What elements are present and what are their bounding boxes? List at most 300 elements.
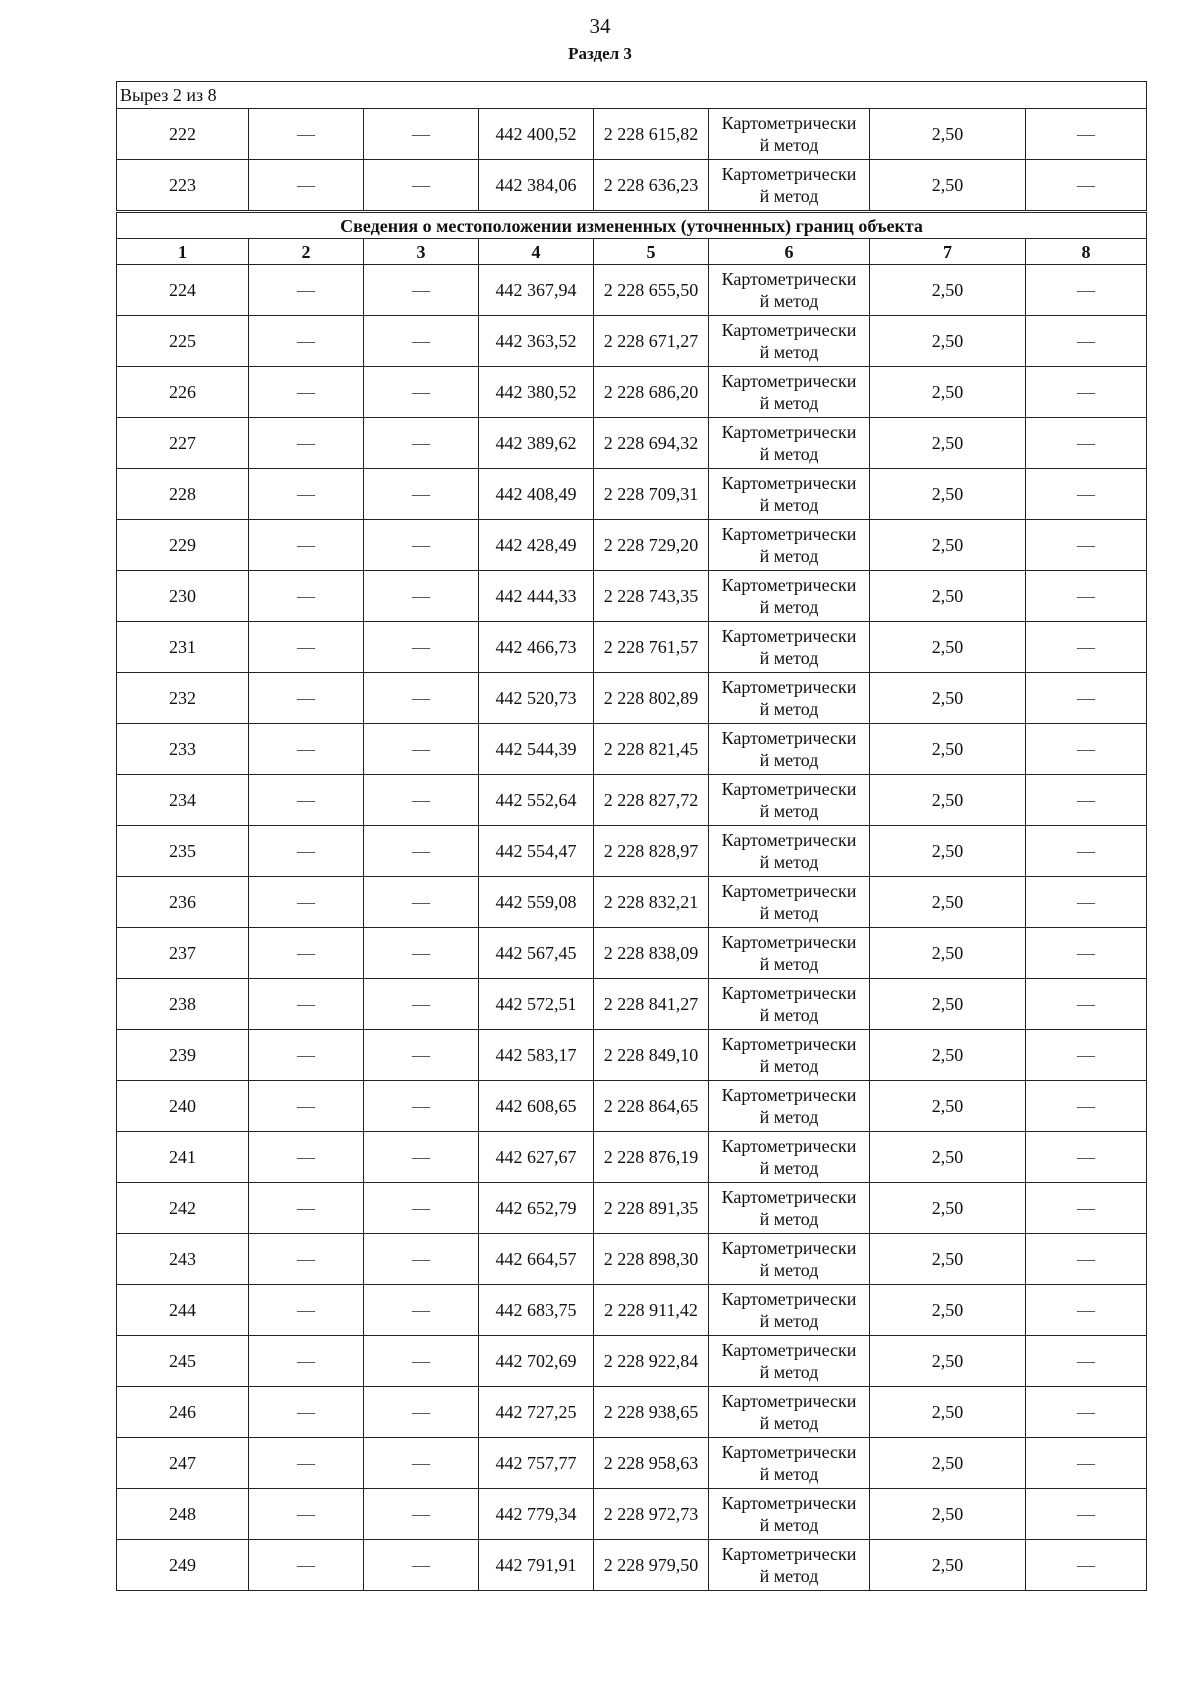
point-number: 249 [117,1540,249,1591]
coord-y: 2 228 876,19 [594,1132,709,1183]
dash-cell: — [1026,1285,1147,1336]
method-line-1: Картометрически [721,575,857,595]
coord-x: 442 389,62 [479,418,594,469]
dash-cell: — [1026,109,1147,160]
dash-cell: — [364,775,479,826]
point-number: 244 [117,1285,249,1336]
dash-cell: — [364,673,479,724]
dash-cell: — [249,673,364,724]
method-line-1: Картометрически [721,1085,857,1105]
point-number: 223 [117,160,249,212]
coord-y: 2 228 979,50 [594,1540,709,1591]
coord-x: 442 466,73 [479,622,594,673]
dash-cell: — [364,1540,479,1591]
dash-cell: — [1026,520,1147,571]
method-line-1: Картометрически [721,113,857,133]
method-line-1: Картометрически [721,881,857,901]
point-number: 227 [117,418,249,469]
method-cell [709,928,870,979]
point-number: 233 [117,724,249,775]
dash-cell: — [1026,1540,1147,1591]
method-cell [709,571,870,622]
method-line-2: й метод [759,1464,819,1484]
method-line-1: Картометрически [721,1034,857,1054]
dash-cell: — [364,877,479,928]
coord-y: 2 228 972,73 [594,1489,709,1540]
table-row [117,673,1147,724]
point-number: 242 [117,1183,249,1234]
dash-cell: — [1026,571,1147,622]
coord-x: 442 608,65 [479,1081,594,1132]
point-number: 243 [117,1234,249,1285]
coord-x: 442 583,17 [479,1030,594,1081]
accuracy-cell: 2,50 [870,1387,1026,1438]
method-line-1: Картометрически [721,164,857,184]
dash-cell: — [364,928,479,979]
method-cell [709,1489,870,1540]
coord-y: 2 228 694,32 [594,418,709,469]
dash-cell: — [1026,160,1147,212]
table-row [117,571,1147,622]
point-number: 225 [117,316,249,367]
method-line-2: й метод [759,648,819,668]
accuracy-cell: 2,50 [870,367,1026,418]
accuracy-cell: 2,50 [870,1285,1026,1336]
coord-x: 442 428,49 [479,520,594,571]
dash-cell: — [249,109,364,160]
method-line-1: Картометрически [721,830,857,850]
coord-x: 442 791,91 [479,1540,594,1591]
point-number: 238 [117,979,249,1030]
method-cell [709,877,870,928]
coord-x: 442 384,06 [479,160,594,212]
coord-y: 2 228 958,63 [594,1438,709,1489]
table-row [117,928,1147,979]
method-cell [709,1336,870,1387]
coord-x: 442 652,79 [479,1183,594,1234]
accuracy-cell: 2,50 [870,1438,1026,1489]
method-line-2: й метод [759,342,819,362]
method-cell [709,160,870,212]
dash-cell: — [1026,775,1147,826]
table-row [117,1081,1147,1132]
table-row [117,1540,1147,1591]
column-number: 7 [870,239,1026,265]
method-line-2: й метод [759,954,819,974]
coord-x: 442 572,51 [479,979,594,1030]
accuracy-cell: 2,50 [870,1081,1026,1132]
dash-cell: — [364,367,479,418]
method-cell [709,418,870,469]
method-cell [709,1438,870,1489]
dash-cell: — [249,418,364,469]
accuracy-cell: 2,50 [870,316,1026,367]
table-row [117,1438,1147,1489]
table-row [117,826,1147,877]
dash-cell: — [249,1081,364,1132]
coord-x: 442 683,75 [479,1285,594,1336]
dash-cell: — [364,1489,479,1540]
dash-cell: — [1026,724,1147,775]
table-row [117,622,1147,673]
dash-cell: — [1026,1438,1147,1489]
table-row [117,469,1147,520]
method-line-2: й метод [759,1362,819,1382]
coord-y: 2 228 841,27 [594,979,709,1030]
method-line-1: Картометрически [721,677,857,697]
dash-cell: — [249,1132,364,1183]
dash-cell: — [364,571,479,622]
coord-x: 442 559,08 [479,877,594,928]
table-row [117,160,1147,212]
dash-cell: — [249,724,364,775]
table-row [117,1285,1147,1336]
dash-cell: — [1026,469,1147,520]
method-line-1: Картометрически [721,1544,857,1564]
table-row [117,1336,1147,1387]
table-row [117,1489,1147,1540]
dash-cell: — [364,1438,479,1489]
dash-cell: — [249,520,364,571]
point-number: 240 [117,1081,249,1132]
column-number: 1 [117,239,249,265]
dash-cell: — [1026,622,1147,673]
method-cell [709,1081,870,1132]
dash-cell: — [249,469,364,520]
method-line-1: Картометрически [721,1289,857,1309]
method-line-1: Картометрически [721,320,857,340]
coord-x: 442 520,73 [479,673,594,724]
accuracy-cell: 2,50 [870,1336,1026,1387]
method-line-1: Картометрически [721,524,857,544]
coord-y: 2 228 827,72 [594,775,709,826]
dash-cell: — [249,1285,364,1336]
dash-cell: — [1026,1030,1147,1081]
cut-row [117,82,1147,109]
accuracy-cell: 2,50 [870,520,1026,571]
table-row [117,877,1147,928]
method-line-1: Картометрически [721,932,857,952]
method-line-2: й метод [759,801,819,821]
method-cell [709,979,870,1030]
section-title: Раздел 3 [568,44,632,63]
method-line-2: й метод [759,393,819,413]
method-line-2: й метод [759,1260,819,1280]
coord-x: 442 664,57 [479,1234,594,1285]
method-cell [709,469,870,520]
dash-cell: — [364,1285,479,1336]
table-row [117,1030,1147,1081]
method-cell [709,520,870,571]
coord-x: 442 727,25 [479,1387,594,1438]
table-row [117,1132,1147,1183]
coord-x: 442 380,52 [479,367,594,418]
coord-x: 442 627,67 [479,1132,594,1183]
accuracy-cell: 2,50 [870,1489,1026,1540]
point-number: 236 [117,877,249,928]
accuracy-cell: 2,50 [870,979,1026,1030]
coord-y: 2 228 761,57 [594,622,709,673]
table-row [117,979,1147,1030]
accuracy-cell: 2,50 [870,1540,1026,1591]
dash-cell: — [364,265,479,316]
column-numbers-row [117,239,1147,265]
point-number: 246 [117,1387,249,1438]
method-line-2: й метод [759,444,819,464]
method-cell [709,1030,870,1081]
coord-y: 2 228 849,10 [594,1030,709,1081]
method-line-1: Картометрически [721,1136,857,1156]
coord-y: 2 228 838,09 [594,928,709,979]
point-number: 248 [117,1489,249,1540]
dash-cell: — [1026,1081,1147,1132]
accuracy-cell: 2,50 [870,418,1026,469]
method-cell [709,673,870,724]
dash-cell: — [249,367,364,418]
method-cell [709,316,870,367]
method-line-2: й метод [759,1209,819,1229]
dash-cell: — [364,469,479,520]
dash-cell: — [364,1030,479,1081]
dash-cell: — [1026,418,1147,469]
point-number: 228 [117,469,249,520]
coord-y: 2 228 938,65 [594,1387,709,1438]
point-number: 230 [117,571,249,622]
dash-cell: — [1026,1234,1147,1285]
table-row [117,367,1147,418]
dash-cell: — [249,1030,364,1081]
method-line-1: Картометрически [721,1442,857,1462]
table-row [117,1183,1147,1234]
accuracy-cell: 2,50 [870,1234,1026,1285]
accuracy-cell: 2,50 [870,673,1026,724]
method-line-1: Картометрически [721,1493,857,1513]
dash-cell: — [249,1489,364,1540]
table-row [117,1387,1147,1438]
table-row [117,724,1147,775]
method-line-2: й метод [759,903,819,923]
coord-y: 2 228 636,23 [594,160,709,212]
dash-cell: — [249,1438,364,1489]
dash-cell: — [249,826,364,877]
coord-y: 2 228 922,84 [594,1336,709,1387]
dash-cell: — [364,109,479,160]
method-line-2: й метод [759,1311,819,1331]
page-number: 34 [589,14,611,38]
method-cell [709,367,870,418]
coord-x: 442 408,49 [479,469,594,520]
dash-cell: — [249,1183,364,1234]
coordinates-table [116,81,1147,1591]
column-number: 5 [594,239,709,265]
method-cell [709,1387,870,1438]
column-number: 2 [249,239,364,265]
dash-cell: — [364,520,479,571]
point-number: 224 [117,265,249,316]
method-line-1: Картометрически [721,371,857,391]
coord-x: 442 544,39 [479,724,594,775]
point-number: 222 [117,109,249,160]
heading-row [117,212,1147,239]
point-number: 245 [117,1336,249,1387]
dash-cell: — [364,418,479,469]
method-cell [709,265,870,316]
method-cell [709,1183,870,1234]
method-line-2: й метод [759,186,819,206]
accuracy-cell: 2,50 [870,877,1026,928]
method-line-2: й метод [759,597,819,617]
method-line-1: Картометрически [721,269,857,289]
dash-cell: — [1026,1132,1147,1183]
method-line-2: й метод [759,1413,819,1433]
method-line-1: Картометрически [721,779,857,799]
dash-cell: — [364,724,479,775]
coord-y: 2 228 655,50 [594,265,709,316]
coord-y: 2 228 709,31 [594,469,709,520]
accuracy-cell: 2,50 [870,469,1026,520]
coord-x: 442 702,69 [479,1336,594,1387]
dash-cell: — [249,160,364,212]
method-line-2: й метод [759,495,819,515]
dash-cell: — [1026,1183,1147,1234]
coord-y: 2 228 802,89 [594,673,709,724]
method-line-2: й метод [759,1056,819,1076]
method-line-2: й метод [759,852,819,872]
dash-cell: — [1026,673,1147,724]
dash-cell: — [249,775,364,826]
method-line-2: й метод [759,1515,819,1535]
dash-cell: — [249,316,364,367]
coord-y: 2 228 821,45 [594,724,709,775]
method-line-1: Картометрически [721,1340,857,1360]
dash-cell: — [1026,1336,1147,1387]
dash-cell: — [364,160,479,212]
coord-x: 442 400,52 [479,109,594,160]
dash-cell: — [1026,1387,1147,1438]
method-cell [709,1540,870,1591]
coord-x: 442 363,52 [479,316,594,367]
coord-x: 442 757,77 [479,1438,594,1489]
dash-cell: — [249,1540,364,1591]
accuracy-cell: 2,50 [870,775,1026,826]
coord-y: 2 228 832,21 [594,877,709,928]
method-cell [709,109,870,160]
method-line-1: Картометрически [721,728,857,748]
table-row [117,1234,1147,1285]
dash-cell: — [249,1336,364,1387]
coord-x: 442 552,64 [479,775,594,826]
method-cell [709,1285,870,1336]
method-line-2: й метод [759,1005,819,1025]
coord-y: 2 228 828,97 [594,826,709,877]
coord-x: 442 567,45 [479,928,594,979]
accuracy-cell: 2,50 [870,265,1026,316]
method-line-2: й метод [759,750,819,770]
method-line-2: й метод [759,291,819,311]
dash-cell: — [364,1132,479,1183]
method-cell [709,1132,870,1183]
accuracy-cell: 2,50 [870,826,1026,877]
table-row [117,418,1147,469]
accuracy-cell: 2,50 [870,928,1026,979]
dash-cell: — [249,928,364,979]
method-cell [709,775,870,826]
point-number: 241 [117,1132,249,1183]
method-cell [709,724,870,775]
table-row [117,520,1147,571]
dash-cell: — [364,979,479,1030]
method-line-1: Картометрически [721,422,857,442]
coord-y: 2 228 729,20 [594,520,709,571]
dash-cell: — [1026,1489,1147,1540]
dash-cell: — [364,1183,479,1234]
dash-cell: — [364,1081,479,1132]
dash-cell: — [1026,367,1147,418]
dash-cell: — [249,1387,364,1438]
dash-cell: — [249,1234,364,1285]
coord-y: 2 228 671,27 [594,316,709,367]
accuracy-cell: 2,50 [870,571,1026,622]
table-heading: Сведения о местоположении измененных (уточненных) границ объекта [117,212,1147,239]
table-row [117,316,1147,367]
method-line-1: Картометрически [721,473,857,493]
method-line-2: й метод [759,546,819,566]
coord-y: 2 228 891,35 [594,1183,709,1234]
method-line-2: й метод [759,1566,819,1586]
dash-cell: — [1026,979,1147,1030]
method-line-1: Картометрически [721,626,857,646]
method-line-1: Картометрически [721,1391,857,1411]
accuracy-cell: 2,50 [870,1132,1026,1183]
dash-cell: — [249,877,364,928]
point-number: 232 [117,673,249,724]
point-number: 235 [117,826,249,877]
accuracy-cell: 2,50 [870,724,1026,775]
point-number: 229 [117,520,249,571]
coord-y: 2 228 615,82 [594,109,709,160]
column-number: 8 [1026,239,1147,265]
point-number: 234 [117,775,249,826]
coord-y: 2 228 898,30 [594,1234,709,1285]
table-row [117,265,1147,316]
method-line-2: й метод [759,135,819,155]
coord-y: 2 228 864,65 [594,1081,709,1132]
method-line-1: Картометрически [721,1238,857,1258]
method-line-2: й метод [759,1107,819,1127]
column-number: 6 [709,239,870,265]
point-number: 239 [117,1030,249,1081]
table-row [117,109,1147,160]
dash-cell: — [364,1387,479,1438]
dash-cell: — [249,622,364,673]
point-number: 226 [117,367,249,418]
dash-cell: — [249,979,364,1030]
dash-cell: — [249,571,364,622]
table-row [117,775,1147,826]
accuracy-cell: 2,50 [870,1030,1026,1081]
coord-y: 2 228 743,35 [594,571,709,622]
accuracy-cell: 2,50 [870,1183,1026,1234]
dash-cell: — [249,265,364,316]
dash-cell: — [364,622,479,673]
dash-cell: — [364,316,479,367]
dash-cell: — [364,1336,479,1387]
point-number: 247 [117,1438,249,1489]
method-line-1: Картометрически [721,983,857,1003]
column-number: 3 [364,239,479,265]
coord-y: 2 228 911,42 [594,1285,709,1336]
accuracy-cell: 2,50 [870,622,1026,673]
